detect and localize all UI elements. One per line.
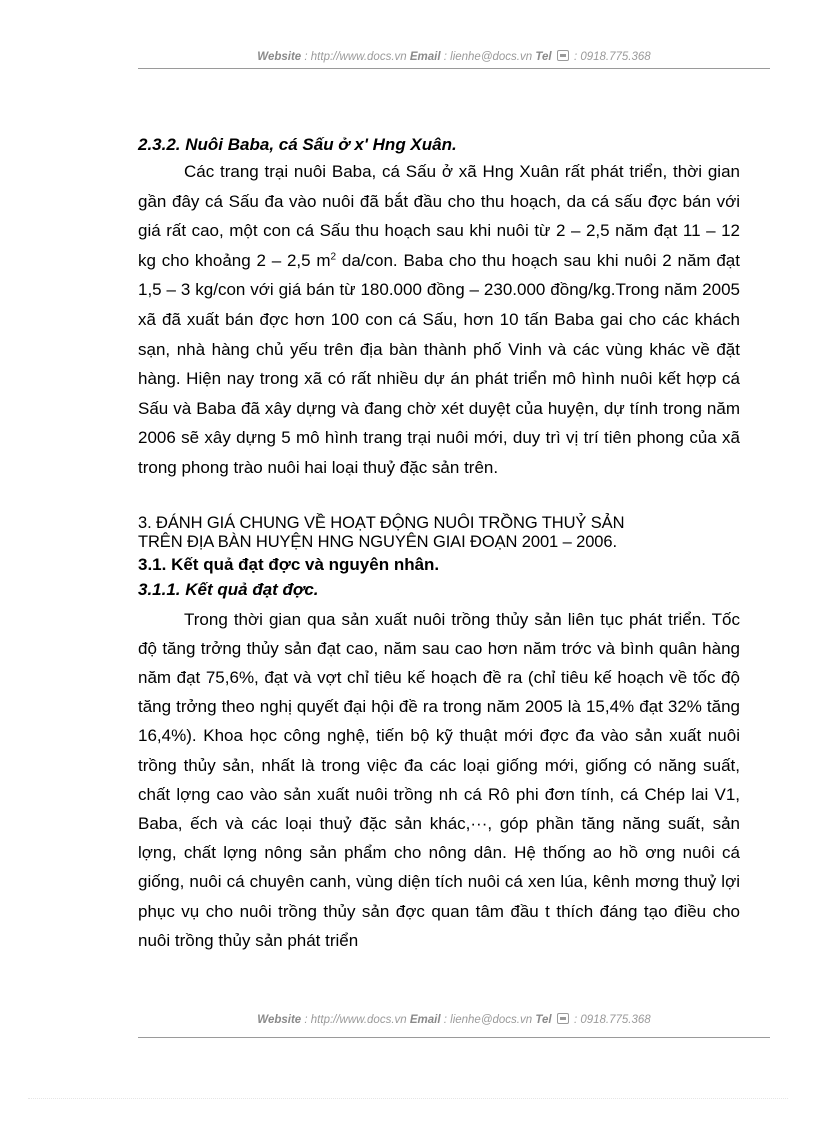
footer-tel-value: : 0918.775.368 [573,1014,651,1026]
section-heading-3-1: 3.1. Kết quả đạt đợc và nguyên nhân. [138,554,440,574]
page-bottom-dotted-line [28,1098,788,1099]
paragraph-2-3-2 [138,157,740,483]
tel-label: Tel [535,51,552,63]
website-url[interactable]: : http://www.docs.vn [304,51,407,63]
superscript-2: 2 [330,251,337,263]
website-label: Website [257,51,302,63]
section-heading-3-line-1: 3. ĐÁNH GIÁ CHUNG VỀ HOẠT ĐỘNG NUÔI TRỒNG THUỶ SẢN [138,513,625,532]
paragraph-2-3-2-part-1: Các trang trại nuôi Baba, cá Sấu ở xã Hng Xuân rất phát triển, thời gian gần đây cá Sấu đa vào nuôi đã bắt đầu cho thu hoạch, da cá sấu đợc bán với giá rất cao, một con cá Sấu thu hoạch sau khi nuôi từ 2 – 2,5 năm đạt 11 – 12 kg cho khoảng 2 – 2,5 m [138,162,740,270]
document-body [138,133,740,955]
email-label: Email [409,51,441,63]
email-value[interactable]: : lienhe@docs.vn [443,51,533,63]
footer-tel-label: Tel [535,1014,552,1026]
page-header [138,50,770,63]
footer-email-value[interactable]: : lienhe@docs.vn [443,1014,533,1026]
paragraph-3-1-1: Trong thời gian qua sản xuất nuôi trồng thủy sản liên tục phát triển. Tốc độ tăng trởng thủy sản đạt cao, năm sau cao hơn năm trớc và bình quân hàng năm đạt 75,6%, đạt và vợt chỉ tiêu kế hoạch đề ra (chỉ tiêu kế hoạch về tốc độ tăng trởng theo nghị quyết đại hội đề ra trong năm 2005 là 15,4% đạt 32% tăng 16,4%). Khoa học công nghệ, tiến bộ kỹ thuật mới đợc đa vào sản xuất nuôi trồng thủy sản, nhất là trong việc đa các loại giống mới, giống có năng suất, chất lợng cao vào sản xuất nuôi trồng nh cá Rô phi đơn tính, cá Chép lai V1, Baba, ếch và các loại thuỷ đặc sản khác,···, góp phần tăng năng suất, sản lợng, chất lợng nông sản phẩm cho nông dân. Hệ thống ao hồ ơng nuôi cá giống, nuôi cá chuyên canh, vùng diện tích nuôi cá xen lúa, kênh mơng thuỷ lợi phục vụ cho nuôi trồng thủy sản đợc quan tâm đầu t thích đáng tạo điều cho nuôi trồng thủy sản phát triển [138,609,740,950]
paragraph-2-3-2-part-2: da/con. Baba cho thu hoạch sau khi nuôi 2 năm đạt 1,5 – 3 kg/con với giá bán từ 180.000 đồng – 230.000 đồng/kg.Trong năm 2005 xã đã xuất bán đợc hơn 100 con cá Sấu, hơn 10 tấn Baba gai cho các khách sạn, nhà hàng chủ yếu trên địa bàn thành phố Vinh và các vùng khác về đặt hàng. Hiện nay trong xã có rất nhiều dự án phát triển mô hình nuôi kết hợp cá Sấu và Baba đã xây dựng và đang chờ xét duyệt của huyện, dự tính trong năm 2006 sẽ xây dựng 5 mô hình trang trại nuôi mới, duy trì vị trí tiên phong của xã trong phong trào nuôi hai loại thuỷ đặc sản trên. [138,250,740,477]
footer-divider [138,1037,770,1038]
footer-website-url[interactable]: : http://www.docs.vn [304,1014,407,1026]
tel-value: : 0918.775.368 [573,51,651,63]
footer-website-label: Website [257,1014,302,1026]
phone-icon [557,50,569,61]
page-footer [138,1013,770,1026]
section-heading-3 [138,514,740,552]
footer-email-label: Email [409,1014,441,1026]
section-heading-3-1-1: 3.1.1. Kết quả đạt đợc. [138,579,319,599]
header-divider [138,68,770,69]
section-heading-3-line-2: TRÊN ĐỊA BÀN HUYỆN HNG NGUYÊN GIAI ĐOẠN 2001 – 2006. [138,532,617,551]
phone-icon [557,1013,569,1024]
section-heading-2-3-2: 2.3.2. Nuôi Baba, cá Sấu ở x' Hng Xuân. [138,135,457,154]
